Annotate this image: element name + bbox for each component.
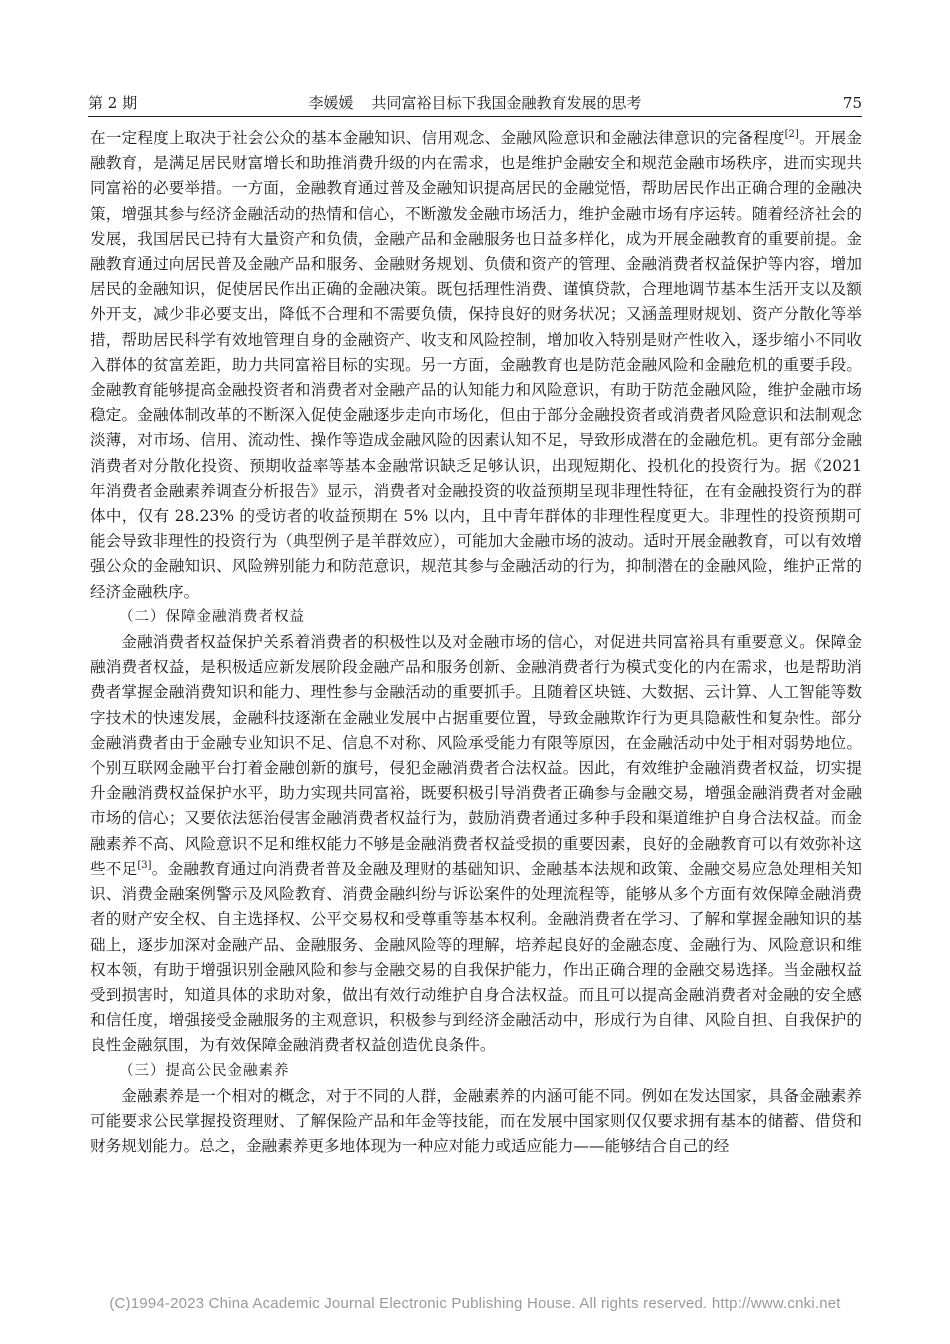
- paragraph-1: 在一定程度上取决于社会公众的基本金融知识、信用观念、金融风险意识和金融法律意识的完备程度[2]。开展金融教育，是满足居民财富增长和助推消费升级的内在需求，也是维护金融安全和规范金融市场秩序，进而实现共同富裕的必要举措。一方面，金融教育通过普及金融知识提高居民的金融觉悟，帮助居民作出正确合理的金融决策，增强其参与经济金融活动的热情和信心，不断激发金融市场活力，维护金融市场有序运转。随着经济社会的发展，我国居民已持有大量资产和负债，金融产品和金融服务也日益多样化，成为开展金融教育的重要前提。金融教育通过向居民普及金融产品和服务、金融财务规划、负债和资产的管理、金融消费者权益保护等内容，增加居民的金融知识，促使居民作出正确的金融决策。既包括理性消费、谨慎贷款，合理地调节基本生活开支以及额外开支，减少非必要支出，降低不合理和不需要负债，保持良好的财务状况；又涵盖理财规划、资产分散化等举措，帮助居民科学有效地管理自身的金融资产、收支和风险控制，增加收入特别是财产性收入，逐步缩小不同收入群体的贫富差距，助力共同富裕目标的实现。另一方面，金融教育也是防范金融风险和金融危机的重要手段。金融教育能够提高金融投资者和消费者对金融产品的认知能力和风险意识，有助于防范金融风险，维护金融市场稳定。金融体制改革的不断深入促使金融逐步走向市场化，但由于部分金融投资者或消费者风险意识和法制观念淡薄，对市场、信用、流动性、操作等造成金融风险的因素认知不足，导致形成潜在的金融危机。更有部分金融消费者对分散化投资、预期收益率等基本金融常识缺乏足够认识，出现短期化、投机化的投资行为。据《2021 年消费者金融素养调查分析报告》显示，消费者对金融投资的收益预期呈现非理性特征，在有金融投资行为的群体中，仅有 28.23% 的受访者的收益预期在 5% 以内，且中青年群体的非理性程度更大。非理性的投资预期可能会导致非理性的投资行为（典型例子是羊群效应），可能加大金融市场的波动。适时开展金融教育，可以有效增强公众的金融知识、风险辨别能力和防范意识，规范其参与金融活动的行为，抑制潜在的金融风险，维护正常的经济金融秩序。: [90, 128, 862, 601]
- running-header: [88, 92, 862, 117]
- running-title: [88, 92, 862, 114]
- page-number: 75: [842, 94, 862, 112]
- section-heading-3: （三）提高公民金融素养: [119, 1062, 290, 1079]
- issue-number: 第 2 期: [88, 94, 138, 112]
- paragraph-3: 金融素养是一个相对的概念，对于不同的人群，金融素养的内涵可能不同。例如在发达国家，具备金融素养可能要求公民掌握投资理财、了解保险产品和年金等技能，而在发展中国家则仅仅要求拥有基本的储蓄、借贷和财务规划能力。总之，金融素养更多地体现为一种应对能力或适应能力——能够结合自己的经: [90, 1086, 862, 1156]
- citation-ref-2[interactable]: [2]: [784, 128, 799, 140]
- section-heading-2: （二）保障金融消费者权益: [119, 608, 305, 625]
- paragraph-2: 金融消费者权益保护关系着消费者的积极性以及对金融市场的信心，对促进共同富裕具有重要意义。保障金融消费者权益，是积极适应新发展阶段金融产品和服务创新、金融消费者行为模式变化的内在需求，也是帮助消费者掌握金融消费知识和能力、理性参与金融活动的重要抓手。且随着区块链、大数据、云计算、人工智能等数字技术的快速发展，金融科技逐渐在金融业发展中占据重要位置，导致金融欺诈行为更具隐蔽性和复杂性。部分金融消费者由于金融专业知识不足、信息不对称、风险承受能力有限等原因，在金融活动中处于相对弱势地位。个别互联网金融平台打着金融创新的旗号，侵犯金融消费者合法权益。因此，有效维护金融消费者权益，切实提升金融消费权益保护水平，助力实现共同富裕，既要积极引导消费者正确参与金融交易，增强金融消费者对金融市场的信心；又要依法惩治侵害金融消费者权益行为，鼓励消费者通过多种手段和渠道维护自身合法权益。而金融素养不高、风险意识不足和维权能力不够是金融消费者权益受损的重要因素，良好的金融教育可以有效弥补这些不足[3]。金融教育通过向消费者普及金融及理财的基础知识、金融基本法规和政策、金融交易应急处理相关知识、消费金融案例警示及风险教育、消费金融纠纷与诉讼案件的处理流程等，能够从多个方面有效保障金融消费者的财产安全权、自主选择权、公平交易权和受尊重等基本权利。金融消费者在学习、了解和掌握金融知识的基础上，逐步加深对金融产品、金融服务、金融风险等的理解，培养起良好的金融态度、金融行为、风险意识和维权本领，有助于增强识别金融风险和参与金融交易的自我保护能力，作出正确合理的金融交易选择。当金融权益受到损害时，知道具体的求助对象，做出有效行动维护自身合法权益。而且可以提高金融消费者对金融的安全感和信任度，增强接受金融服务的主观意识，积极参与到经济金融活动中，形成行为自律、风险自担、自我保护的良性金融氛围，为有效保障金融消费者权益创造优良条件。: [90, 633, 862, 1055]
- author-name: 李媛媛: [308, 94, 354, 112]
- article-title: 共同富裕目标下我国金融教育发展的思考: [371, 94, 642, 112]
- citation-ref-3[interactable]: [3]: [137, 859, 152, 871]
- article-body: [90, 126, 862, 1159]
- copyright-footer: (C)1994-2023 China Academic Journal Electronic Publishing House. All rights reserved. http://www.cnki.net: [109, 1295, 841, 1312]
